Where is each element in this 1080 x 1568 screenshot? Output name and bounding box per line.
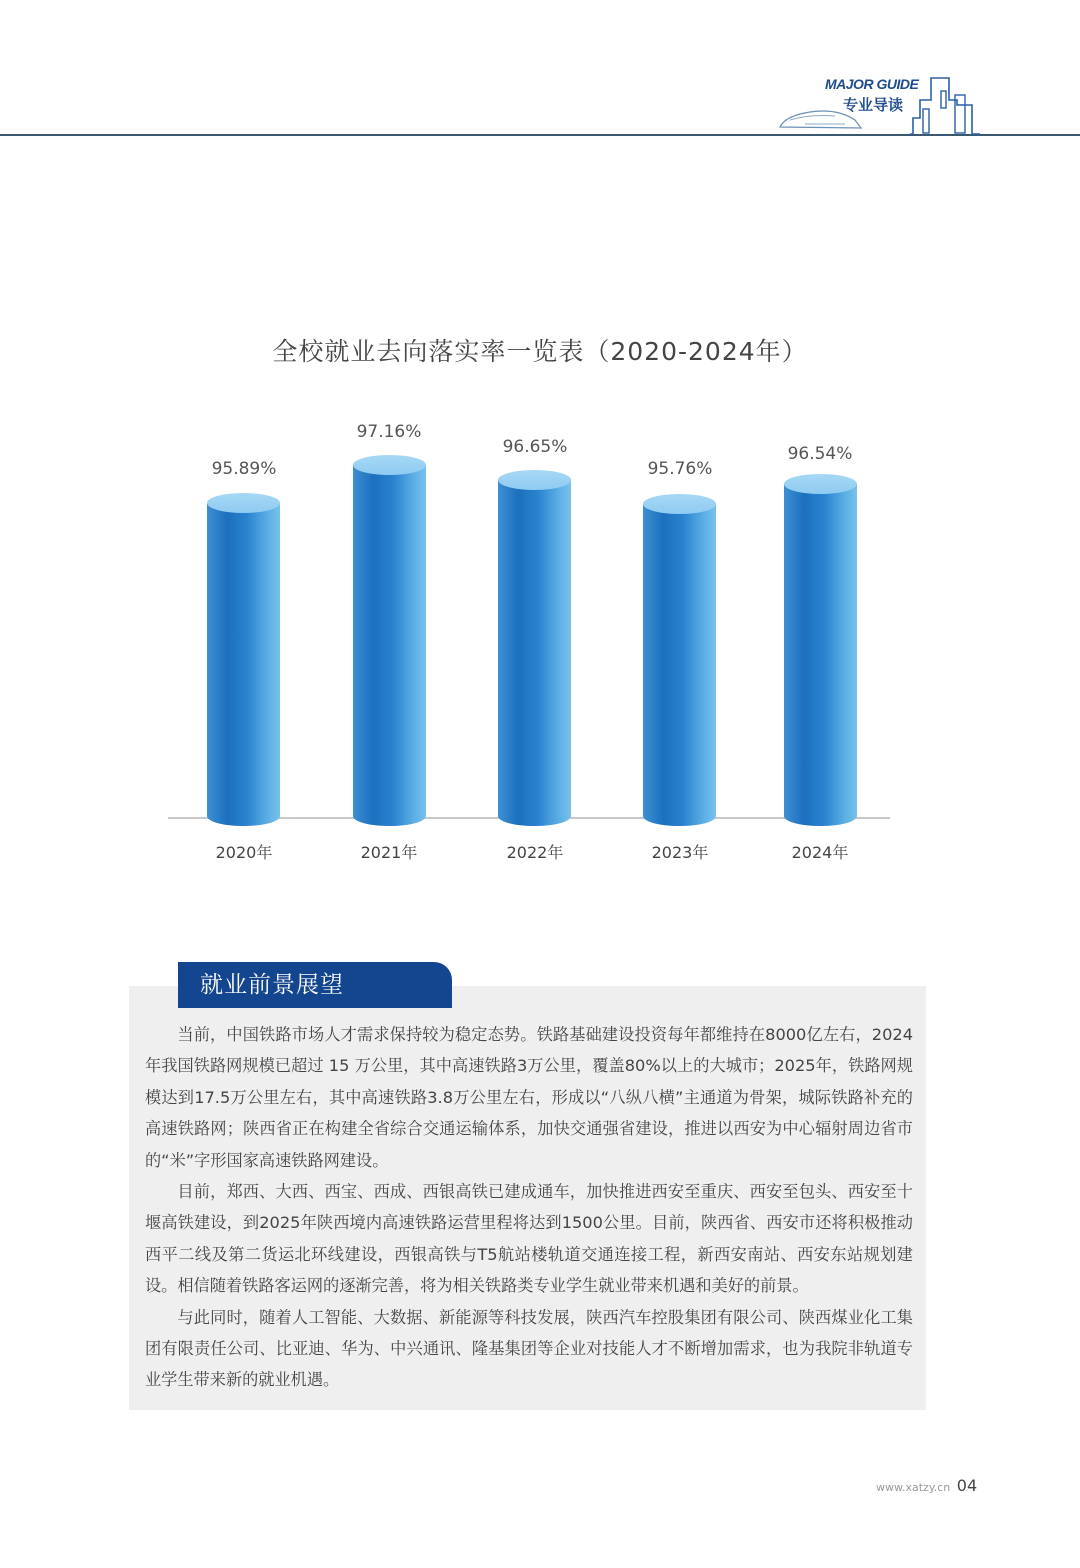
bar-value-label: 96.65% — [502, 437, 568, 457]
bar-2024 — [784, 474, 857, 826]
bar-value-label: 95.89% — [211, 459, 277, 479]
paragraph: 当前，中国铁路市场人才需求保持较为稳定态势。铁路基础建设投资每年都维持在8000亿左右，2024年我国铁路网规模已超过 15 万公里，其中高速铁路3万公里，覆盖80%以上的大城市；2025年，铁路网规模达到17.5万公里左右，其中高速铁路3.8万公里左右，形成以“八纵八横”主通道为骨架，城际铁路补充的高速铁路网；陕西省正在构建全省综合交通运输体系，加快交通强省建设，推进以西安为中心辐射周边省市的“米”字形国家高速铁路网建设。 — [145, 1025, 913, 1170]
bar-2021 — [353, 455, 426, 826]
paragraph: 目前，郑西、大西、西宝、西成、西银高铁已建成通车，加快推进西安至重庆、西安至包头、西安至十堰高铁建设，到2025年陕西境内高速铁路运营里程将达到1500公里。目前，陕西省、西安市还将积极推动西平二线及第二货运北环线建设，西银高铁与T5航站楼轨道交通连接工程，新西安南站、西安东站规划建设。相信随着铁路客运网的逐渐完善，将为相关铁路类专业学生就业带来机遇和美好的前景。 — [145, 1182, 913, 1296]
bar-2022 — [498, 470, 571, 826]
bar-2020 — [207, 493, 280, 826]
bar-value-label: 95.76% — [647, 459, 713, 479]
x-axis-tick-label: 2021年 — [360, 843, 418, 862]
paragraph: 与此同时，随着人工智能、大数据、新能源等科技发展，陕西汽车控股集团有限公司、陕西煤业化工集团有限责任公司、比亚迪、华为、中兴通讯、隆基集团等企业对技能人才不断增加需求，也为我院非轨道专业学生带来新的就业机遇。 — [145, 1307, 913, 1390]
logo-english-text: MAJOR GUIDE — [825, 76, 919, 92]
page-number: 04 — [956, 1476, 978, 1495]
x-axis-tick-label: 2020年 — [215, 843, 273, 862]
section-body — [145, 1019, 913, 1396]
x-axis-tick-label: 2022年 — [506, 843, 564, 862]
section-title: 就业前景展望 — [178, 962, 452, 1008]
page-footer — [876, 1476, 977, 1495]
website-url: www.xatzy.cn — [876, 1481, 951, 1494]
chart-title: 全校就业去向落实率一览表（2020-2024年） — [272, 337, 808, 366]
bar-value-label: 97.16% — [356, 422, 422, 442]
bar-2023 — [643, 494, 716, 826]
logo-chinese-text: 专业导读 — [843, 96, 904, 114]
bar-value-label: 96.54% — [787, 444, 853, 464]
x-axis-tick-label: 2023年 — [651, 843, 709, 862]
x-axis-tick-label: 2024年 — [791, 843, 849, 862]
